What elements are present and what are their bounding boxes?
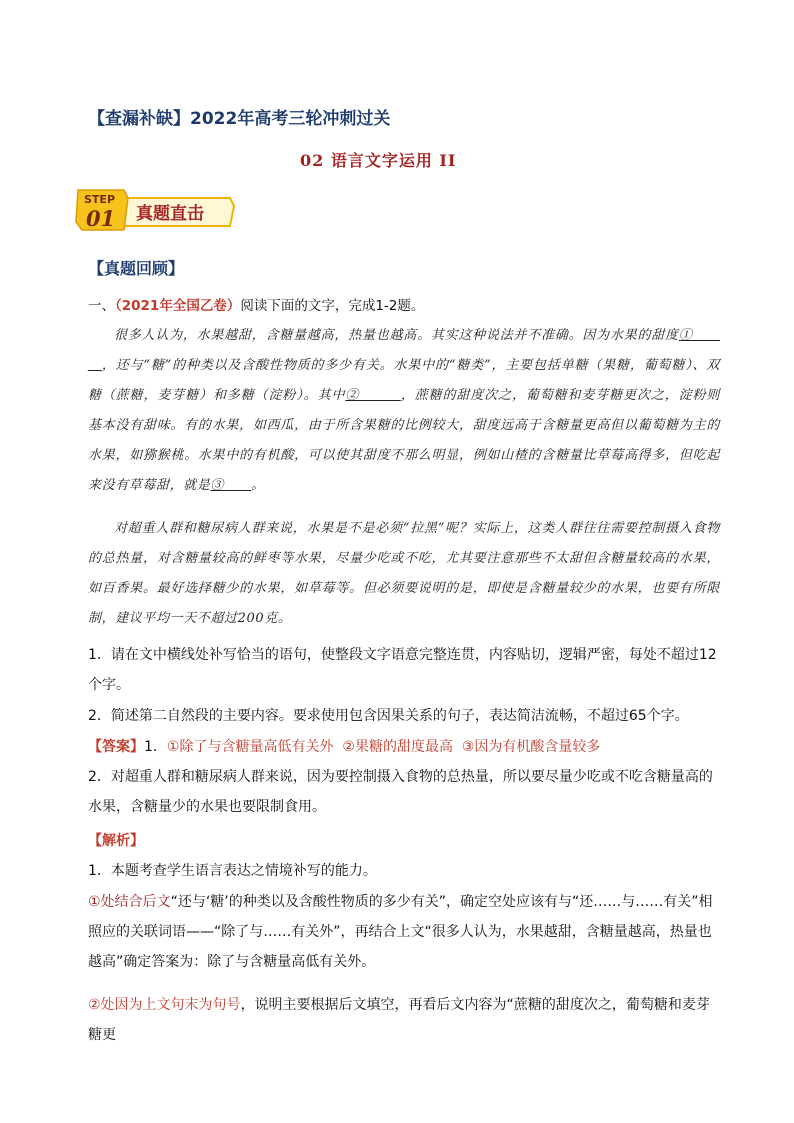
blank-1: ①＿＿＿	[88, 328, 720, 373]
document-header-title: 【查漏补缺】2022年高考三轮冲刺过关	[88, 109, 391, 129]
analysis-paragraph-3	[88, 990, 720, 1050]
question-2: 2．简述第二自然段的主要内容。要求使用包含因果关系的句子，表达简洁流畅，不超过65个字。	[88, 708, 689, 724]
analysis-text: “还与‘糖’的种类以及含酸性物质的多少有关”，确定空处应该有与“还……与……有关”相照应的关联词语——“除了与……有关外”，再结合上文“很多人认为，水果越甜，含糖量越高，热量也越高”确定答案为：除了与含糖量高低有关外。	[88, 894, 713, 970]
step-label: STEP	[84, 193, 116, 206]
passage-text: 。	[251, 478, 265, 493]
answer-2-text: 2．对超重人群和糖尿病人群来说，因为要控制摄入食物的总热量，所以要尽量少吃或不吃含糖量高的水果，含糖量少的水果也要限制食用。	[88, 769, 713, 815]
question-prefix: 一、	[88, 298, 115, 314]
analysis-tag: 【解析】	[88, 833, 144, 849]
passage-text: ，还与“糖”的种类以及含酸性物质的多少有关。水果中的“糖类”，主要包括单糖（果糖，葡萄糖）、双糖（蔗糖，麦芽糖）和多糖（淀粉）。其中	[88, 358, 720, 403]
analysis-marker: ②处因为上文句末为句号	[88, 997, 241, 1013]
answer-tag: 【答案】	[88, 739, 144, 755]
question-intro	[88, 294, 424, 314]
section-title: 02 语言文字运用 II	[300, 151, 457, 170]
analysis-paragraph-1: 1．本题考查学生语言表达之情境补写的能力。	[88, 863, 377, 879]
question-instruction: 阅读下面的文字，完成1-2题。	[240, 298, 425, 314]
sub-heading: 【真题回顾】	[88, 259, 185, 278]
answer-num: 1．	[144, 739, 167, 755]
blank-2: ②＿＿＿	[345, 388, 401, 403]
passage-text: 很多人认为，水果越甜，含糖量越高，热量也越高。其实这种说法并不准确。因为水果的甜度	[114, 328, 679, 343]
step-title: 真题直击	[136, 204, 204, 224]
step-badge-graphic	[74, 186, 236, 232]
blank-3: ③＿＿	[210, 478, 252, 493]
answer-line	[88, 732, 720, 762]
question-source: （2021年全国乙卷）	[115, 298, 241, 314]
step-number: 01	[86, 206, 116, 231]
answer-3: ③因为有机酸含量较多	[461, 739, 601, 755]
analysis-marker: ①处结合后文	[88, 894, 171, 910]
passage-text: ，蔗糖的甜度次之，葡萄糖和麦芽糖更次之，淀粉则基本没有甜味。有的水果，如西瓜，由于所含果糖的比例较大，甜度远高于含糖量更高但以葡萄糖为主的水果，如猕猴桃。水果中的有机酸，可以使其甜度不那么明显，例如山楂的含糖量比草莓高得多，但吃起来没有草莓甜，就是	[88, 388, 720, 493]
passage-paragraph-1	[88, 321, 720, 501]
question-1: 1．请在文中横线处补写恰当的语句，使整段文字语意完整连贯，内容贴切，逻辑严密，每处不超过12个字。	[88, 647, 717, 693]
passage-paragraph-2: 对超重人群和糖尿病人群来说，水果是不是必须“拉黑”呢？实际上，这类人群往往需要控制摄入食物的总热量，对含糖量较高的鲜枣等水果，尽量少吃或不吃，尤其要注意那些不太甜但含糖量较高的水果，如百香果。最好选择糖少的水果，如草莓等。但必须要说明的是，即使是含糖量较少的水果，也要有所限制，建议平均一天不超过200克。	[88, 521, 720, 626]
answer-2: ②果糖的甜度最高	[342, 739, 453, 755]
analysis-paragraph-2	[88, 887, 720, 977]
analysis-text: ，说明主要根据后文填空，再看后文内容为“蔗糖的甜度次之，葡萄糖和麦芽糖更	[88, 997, 710, 1043]
answer-1: ①除了与含糖量高低有关外	[166, 739, 334, 755]
step-badge	[74, 186, 236, 232]
